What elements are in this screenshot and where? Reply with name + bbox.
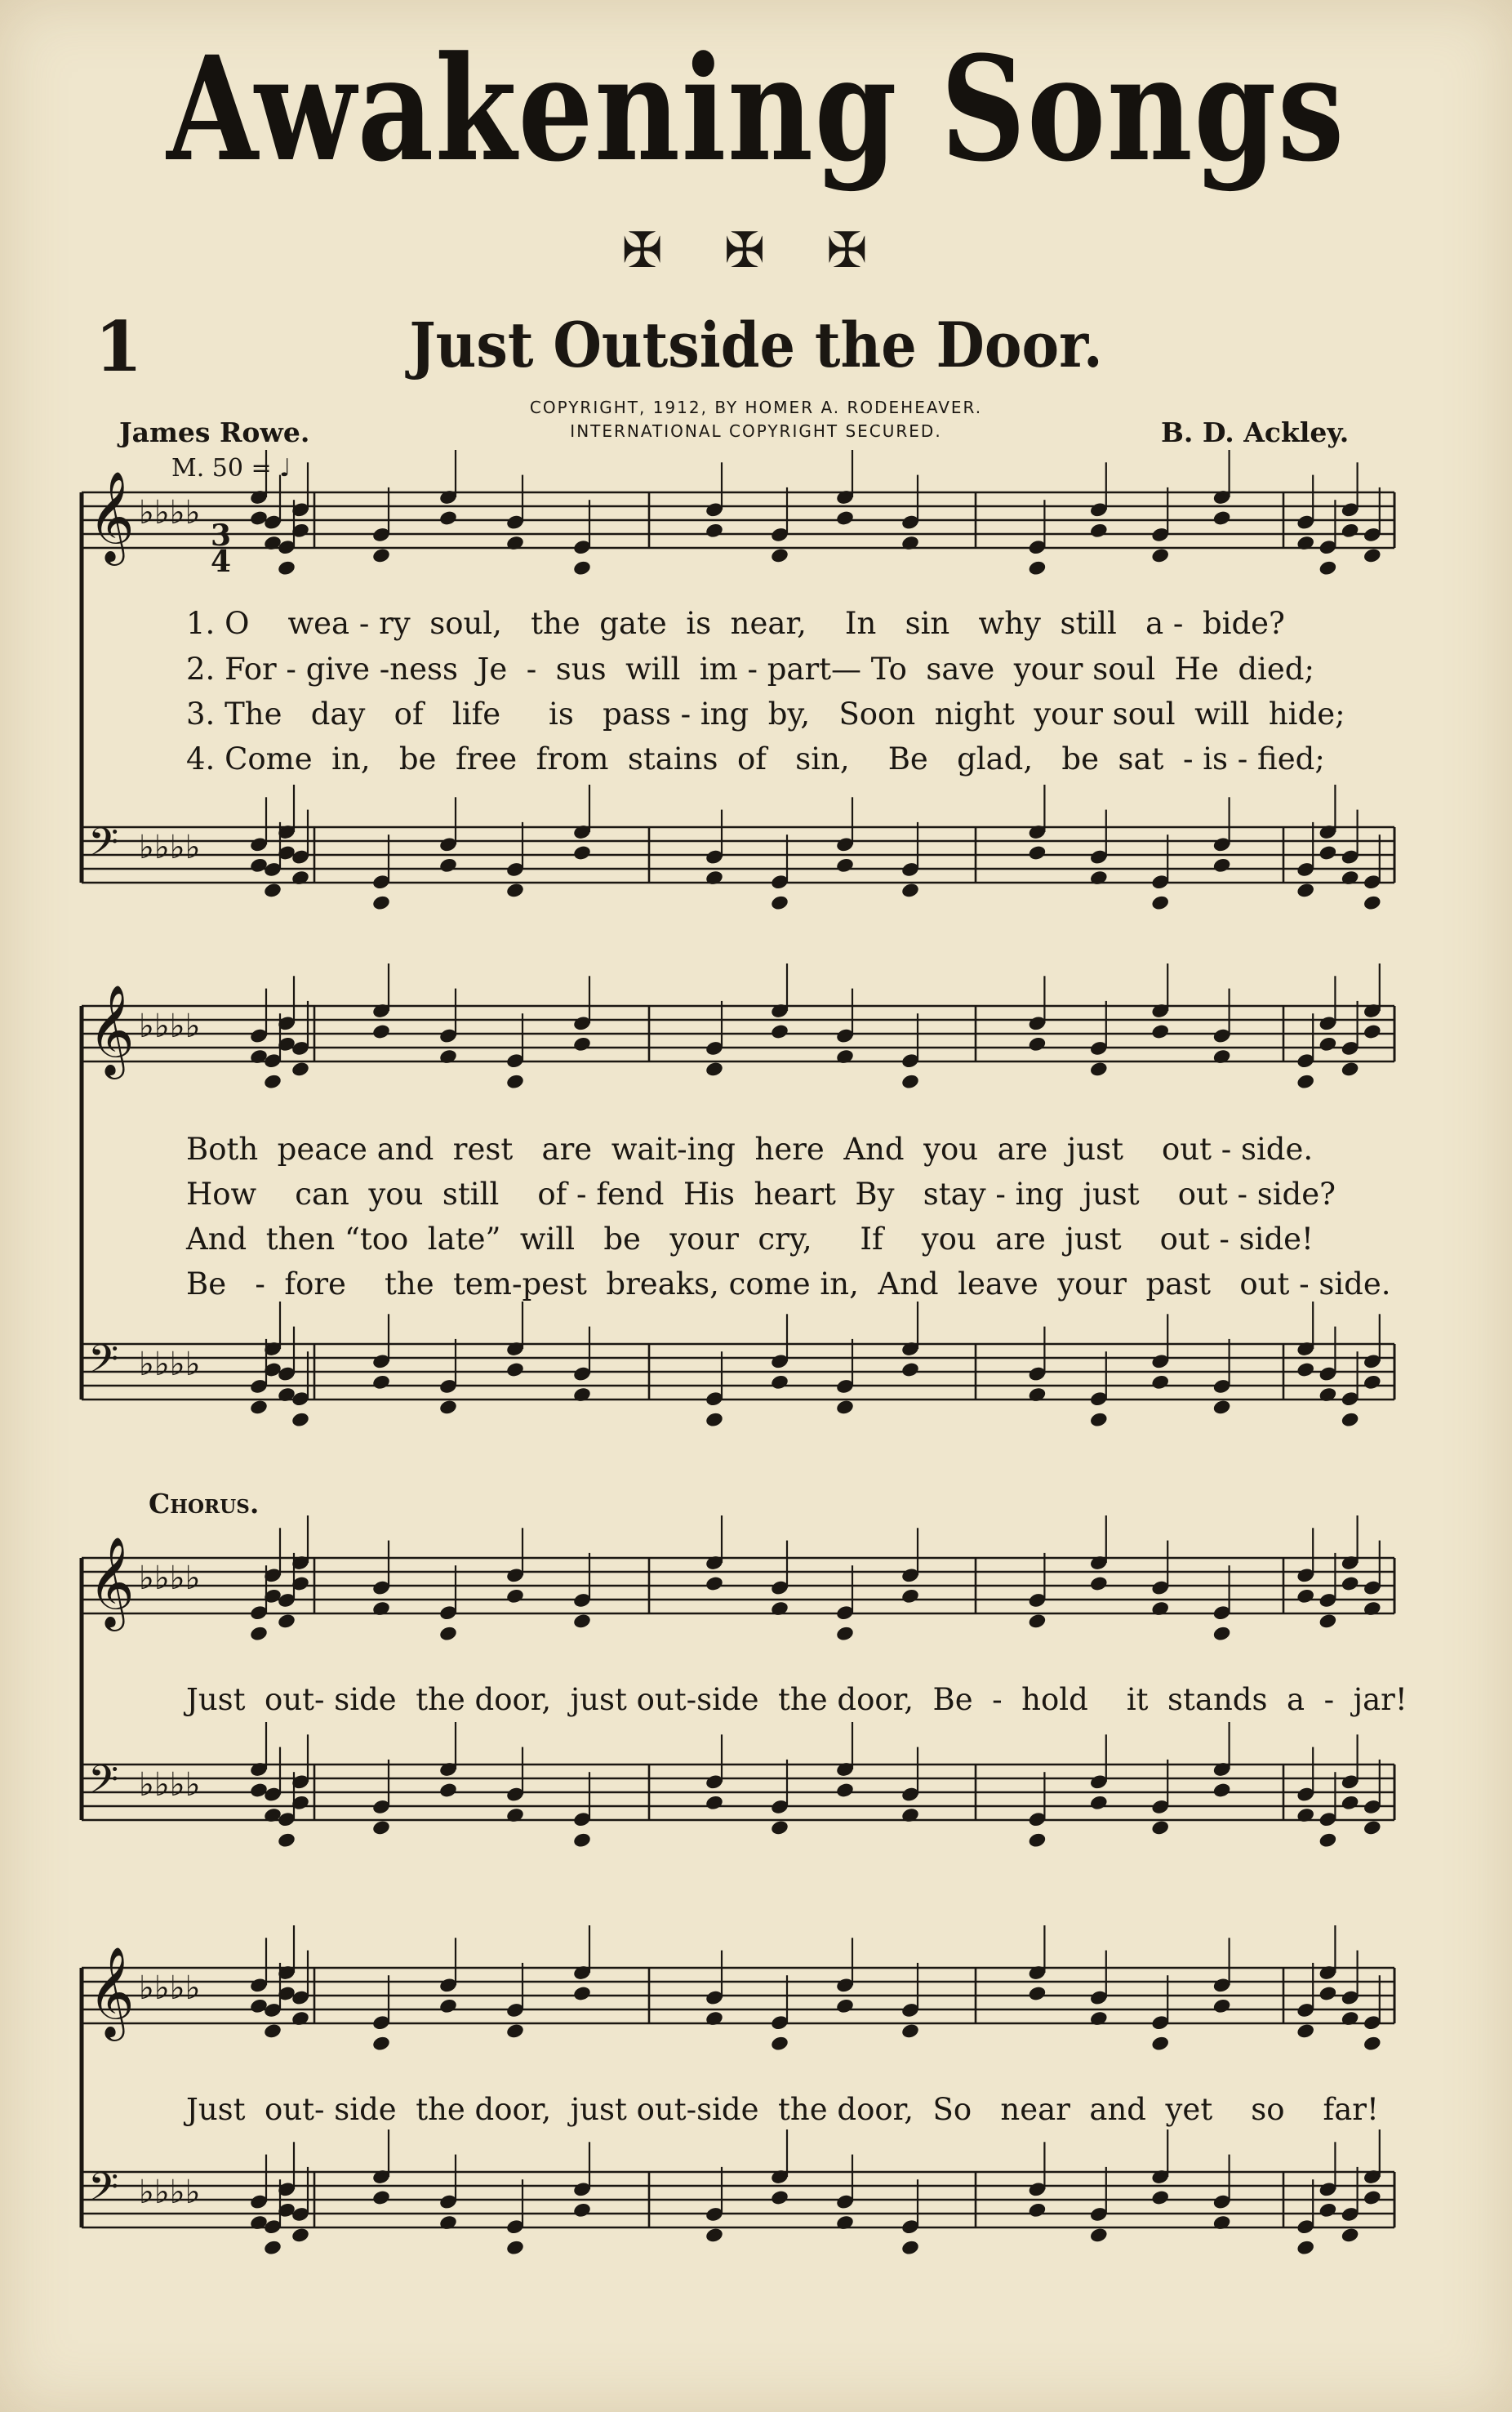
time-signature: 3: [211, 518, 232, 553]
notehead: [901, 535, 920, 552]
notehead: [371, 1600, 391, 1618]
notehead: [1027, 1985, 1047, 2002]
notehead: [1212, 1625, 1232, 1642]
notehead: [705, 522, 724, 539]
notehead: [371, 547, 391, 564]
notehead: [1318, 844, 1337, 861]
key-signature-flats: ♭♭♭♭: [139, 829, 201, 866]
notehead: [291, 2227, 310, 2244]
notehead: [438, 1782, 458, 1799]
notehead: [835, 1625, 855, 1642]
verse-4-line-b: Be - fore the tem-pest breaks, come in, And leave your past out - side.: [186, 1266, 1391, 1302]
notehead: [1212, 857, 1232, 874]
notehead: [835, 1399, 855, 1416]
notehead: [901, 882, 920, 899]
notehead: [505, 1073, 525, 1090]
notehead: [1089, 1575, 1109, 1592]
notehead: [1027, 1613, 1047, 1630]
notehead: [505, 2023, 525, 2040]
notehead: [1027, 844, 1047, 861]
notehead: [1296, 2023, 1315, 2040]
notehead: [371, 1819, 391, 1836]
notehead: [1150, 1023, 1170, 1040]
notehead: [505, 1361, 525, 1378]
notehead: [901, 1073, 920, 1090]
notehead: [371, 1023, 391, 1040]
notehead: [505, 882, 525, 899]
notehead: [835, 857, 855, 874]
notehead: [1212, 1782, 1232, 1799]
key-signature-flats: ♭♭♭♭: [139, 1766, 201, 1804]
notehead: [835, 510, 855, 527]
notehead: [705, 1794, 724, 1811]
notehead: [572, 1985, 592, 2002]
verse-3-line-b: And then “too late” will be your cry, If you are just out - side!: [186, 1222, 1314, 1257]
notehead: [1363, 2035, 1382, 2052]
notehead: [263, 2239, 282, 2256]
verse-3-line-a: 3. The day of life is pass - ing by, Soon night your soul will hide;: [186, 696, 1345, 732]
notehead: [1296, 2239, 1315, 2256]
notehead: [835, 1782, 855, 1799]
verse-2-line-b: How can you still of - fend His heart By stay - ing just out - side?: [186, 1177, 1336, 1212]
notehead: [1089, 2010, 1109, 2027]
notehead: [835, 1048, 855, 1066]
notehead: [249, 1625, 269, 1642]
notehead: [1341, 1411, 1360, 1428]
notehead: [291, 1061, 310, 1078]
notehead: [1296, 882, 1315, 899]
notehead: [572, 1035, 592, 1052]
notehead: [1089, 870, 1109, 887]
notehead: [1089, 1411, 1109, 1428]
notehead: [1212, 1399, 1232, 1416]
bass-clef: 𝄢: [88, 819, 119, 874]
notehead: [438, 510, 458, 527]
chorus-label: Chorus.: [149, 1488, 260, 1520]
notehead: [1318, 559, 1337, 576]
notehead: [1318, 2201, 1337, 2218]
key-signature-flats: ♭♭♭♭: [139, 1346, 201, 1383]
notehead: [572, 2201, 592, 2218]
notehead: [438, 1048, 458, 1066]
notehead: [835, 2214, 855, 2232]
notehead: [291, 2010, 310, 2027]
notehead: [1027, 1035, 1047, 1052]
notehead: [1212, 510, 1232, 527]
notehead: [1341, 522, 1360, 539]
notehead: [1027, 1831, 1047, 1849]
notehead: [770, 2035, 789, 2052]
tempo-marking: M. 50 = ♩: [171, 454, 291, 483]
notehead: [770, 2189, 789, 2206]
notehead: [1318, 1613, 1337, 1630]
notehead: [1027, 1386, 1047, 1404]
notehead: [1089, 1794, 1109, 1811]
copyright-line-2: INTERNATIONAL COPYRIGHT SECURED.: [570, 421, 942, 441]
notehead: [1296, 1361, 1315, 1378]
treble-clef: 𝄞: [88, 1946, 135, 2037]
notehead: [1318, 1985, 1337, 2002]
key-signature-flats: ♭♭♭♭: [139, 1560, 201, 1597]
notehead: [1318, 1386, 1337, 1404]
notehead: [901, 2239, 920, 2256]
notehead: [1363, 1600, 1382, 1618]
notehead: [1363, 1819, 1382, 1836]
notehead: [1212, 1997, 1232, 2014]
notehead: [705, 2227, 724, 2244]
notehead: [438, 2214, 458, 2232]
composer: B. D. Ackley.: [1161, 416, 1350, 448]
notehead: [705, 1575, 724, 1592]
notehead: [505, 1807, 525, 1824]
notehead: [572, 844, 592, 861]
book-title: Awakening Songs: [167, 24, 1345, 194]
hymn-title: Just Outside the Door.: [409, 309, 1103, 381]
chorus-line-2: Just out- side the door, just out-side the door, So near and yet so far!: [186, 2092, 1379, 2127]
notehead: [901, 1807, 920, 1824]
notehead: [1150, 1600, 1170, 1618]
lyricist: James Rowe.: [119, 416, 310, 448]
notehead: [770, 1819, 789, 1836]
notehead: [1341, 2227, 1360, 2244]
bass-clef: 𝄢: [88, 2164, 119, 2219]
notehead: [572, 1386, 592, 1404]
notehead: [1296, 1807, 1315, 1824]
notehead: [1318, 1831, 1337, 1849]
notehead: [1089, 2227, 1109, 2244]
notehead: [1296, 1073, 1315, 1090]
notehead: [1296, 535, 1315, 552]
time-signature: 4: [211, 545, 232, 579]
key-signature-flats: ♭♭♭♭: [139, 494, 201, 532]
notehead: [371, 2189, 391, 2206]
notehead: [770, 547, 789, 564]
notehead: [438, 1997, 458, 2014]
notehead: [1027, 2201, 1047, 2218]
notehead: [1341, 2010, 1360, 2027]
notehead: [705, 1411, 724, 1428]
notehead: [277, 559, 296, 576]
notehead: [705, 870, 724, 887]
notehead: [901, 1587, 920, 1604]
notehead: [572, 1831, 592, 1849]
bass-clef: 𝄢: [88, 1336, 119, 1391]
notehead: [770, 1023, 789, 1040]
notehead: [505, 1587, 525, 1604]
notehead: [1363, 1373, 1382, 1391]
notehead: [1150, 1373, 1170, 1391]
notehead: [770, 1373, 789, 1391]
key-signature-flats: ♭♭♭♭: [139, 1008, 201, 1045]
notehead: [1296, 1587, 1315, 1604]
notehead: [1363, 894, 1382, 911]
chorus-line-1: Just out- side the door, just out-side the door, Be - hold it stands a - jar!: [186, 1682, 1407, 1717]
notehead: [1341, 1061, 1360, 1078]
notehead: [1363, 2189, 1382, 2206]
notehead: [438, 1399, 458, 1416]
copyright-line-1: COPYRIGHT, 1912, BY HOMER A. RODEHEAVER.: [529, 398, 983, 417]
notehead: [705, 2010, 724, 2027]
notehead: [438, 857, 458, 874]
notehead: [263, 2023, 282, 2040]
notehead: [572, 1613, 592, 1630]
hymn-number: 1: [95, 306, 143, 387]
notehead: [371, 2035, 391, 2052]
notehead: [1089, 1061, 1109, 1078]
notehead: [1150, 2189, 1170, 2206]
notehead: [1212, 2214, 1232, 2232]
notehead: [835, 1997, 855, 2014]
notehead: [291, 870, 310, 887]
ornament-crosses: ✠ ✠ ✠: [621, 222, 891, 279]
notehead: [1150, 2035, 1170, 2052]
notehead: [371, 894, 391, 911]
notehead: [1089, 522, 1109, 539]
notehead: [1363, 1023, 1382, 1040]
notehead: [1027, 559, 1047, 576]
verse-1-line-a: 1. O wea - ry soul, the gate is near, In sin why still a - bide?: [186, 606, 1285, 641]
notehead: [291, 1411, 310, 1428]
notehead: [277, 1613, 296, 1630]
notehead: [1150, 547, 1170, 564]
notehead: [770, 894, 789, 911]
notehead: [249, 1399, 269, 1416]
notehead: [263, 882, 282, 899]
notehead: [1363, 547, 1382, 564]
notehead: [705, 1061, 724, 1078]
bass-clef: 𝄢: [88, 1756, 119, 1812]
notehead: [371, 1373, 391, 1391]
notehead: [1212, 1048, 1232, 1066]
notehead: [770, 1600, 789, 1618]
treble-clef: 𝄞: [88, 984, 135, 1075]
notehead: [1150, 1819, 1170, 1836]
notehead: [901, 1361, 920, 1378]
notehead: [1341, 870, 1360, 887]
notehead: [277, 1831, 296, 1849]
verse-4-line-a: 4. Come in, be free from stains of sin, Be glad, be sat - is - fied;: [186, 741, 1325, 777]
treble-clef: 𝄞: [88, 470, 135, 562]
verse-1-line-b: Both peace and rest are wait-ing here And you are just out - side.: [186, 1132, 1314, 1167]
key-signature-flats: ♭♭♭♭: [139, 1969, 201, 2007]
notehead: [1341, 1575, 1360, 1592]
treble-clef: 𝄞: [88, 1536, 135, 1627]
notehead: [438, 1625, 458, 1642]
notehead: [1318, 1035, 1337, 1052]
notehead: [572, 559, 592, 576]
notehead: [1150, 894, 1170, 911]
verse-2-line-a: 2. For - give -ness Je - sus will im - part— To save your soul He died;: [186, 652, 1314, 687]
notehead: [505, 2239, 525, 2256]
key-signature-flats: ♭♭♭♭: [139, 2174, 201, 2211]
notehead: [1341, 1794, 1360, 1811]
notehead: [263, 1073, 282, 1090]
notehead: [901, 2023, 920, 2040]
notehead: [505, 535, 525, 552]
